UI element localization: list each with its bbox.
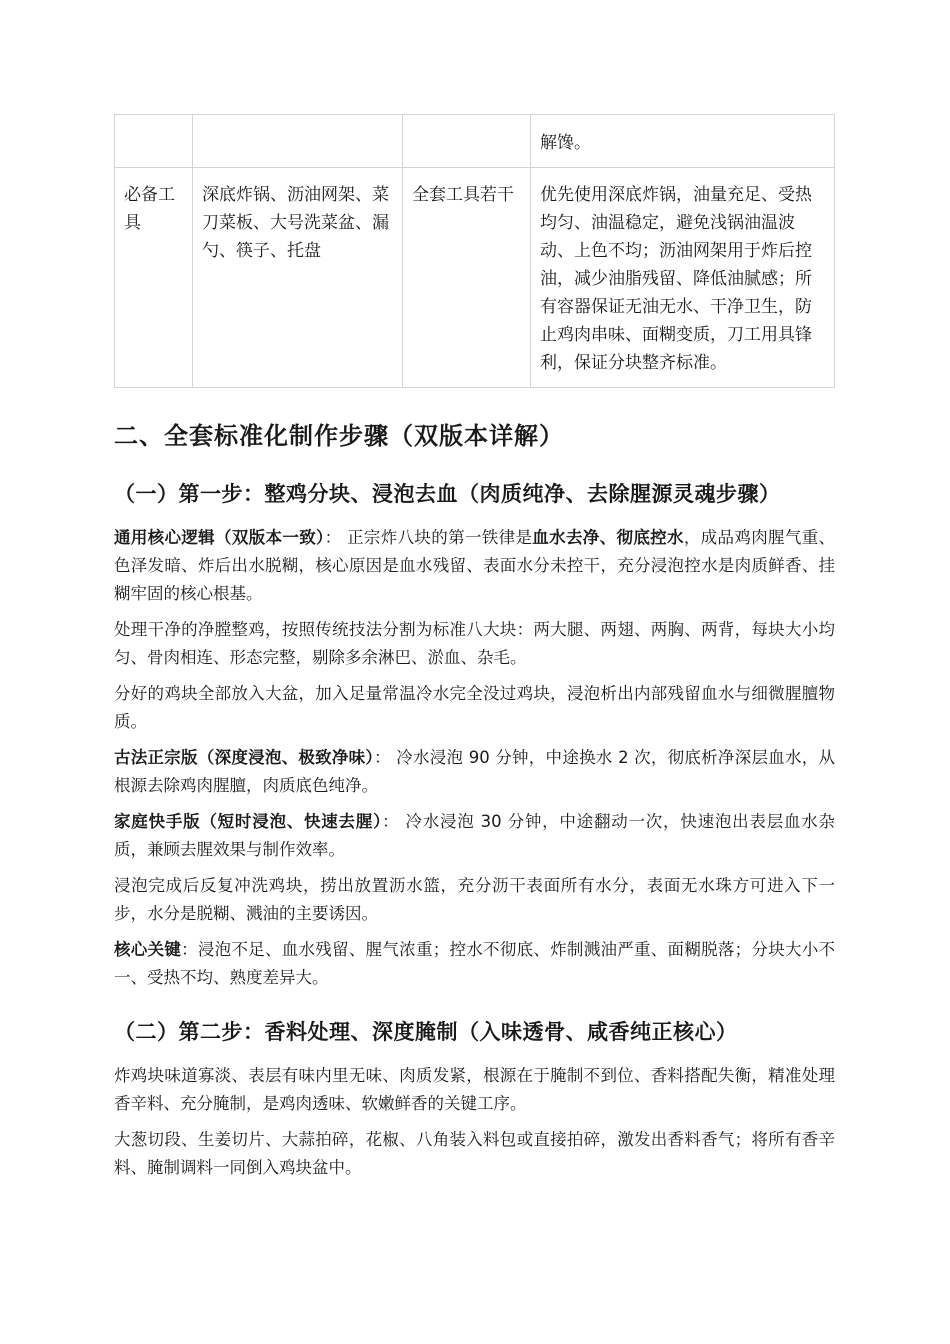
step2-heading: （二）第二步：香料处理、深度腌制（入味透骨、咸香纯正核心） — [114, 1020, 738, 1044]
label-separator: ： — [324, 528, 342, 547]
table-cell-quantity: 全套工具若干 — [403, 168, 531, 388]
paragraph: 浸泡完成后反复冲洗鸡块，捞出放置沥水篮，充分沥干表面所有水分，表面无水珠方可进入下一步，水分是脱糊、溅油的主要诱因。 — [114, 876, 835, 923]
paragraph — [114, 524, 835, 608]
paragraph-label: 古法正宗版（深度浸泡、极致净味） — [114, 748, 374, 767]
paragraph: 处理干净的净膛整鸡，按照传统技法分割为标准八大块：两大腿、两翅、两胸、两背，每块大小均匀、骨肉相连、形态完整，剔除多余淋巴、淤血、杂毛。 — [114, 620, 835, 667]
paragraph-label: 通用核心逻辑（双版本一致） — [114, 528, 325, 547]
paragraph-text: 正宗炸八块的第一铁律是 — [347, 528, 533, 547]
table-row — [115, 168, 835, 388]
emphasis-text: 血水去净、彻底控水 — [532, 528, 684, 547]
paragraph: 分好的鸡块全部放入大盆，加入足量常温冷水完全没过鸡块，浸泡析出内部残留血水与细微腥膻物质。 — [114, 684, 835, 731]
paragraph-text: 冷水浸泡 90 分钟，中途换水 2 次，彻底析净深层血水，从根源去除鸡肉腥膻，肉质底色纯净。 — [114, 748, 835, 795]
table-row — [115, 115, 835, 168]
section-heading: 二、全套标准化制作步骤（双版本详解） — [114, 422, 564, 450]
paragraph: 炸鸡块味道寡淡、表层有味内里无味、肉质发紧，根源在于腌制不到位、香料搭配失衡，精准处理香辛料、充分腌制，是鸡肉透味、软嫩鲜香的关键工序。 — [114, 1066, 835, 1113]
label-separator: ： — [181, 940, 198, 959]
table-cell: 解馋。 — [531, 115, 835, 168]
paragraph — [114, 744, 835, 800]
tools-table — [114, 114, 835, 388]
step1-heading: （一）第一步：整鸡分块、浸泡去血（肉质纯净、去除腥源灵魂步骤） — [114, 482, 781, 506]
table-cell — [193, 115, 403, 168]
paragraph: 大葱切段、生姜切片、大蒜拍碎，花椒、八角装入料包或直接拍碎，激发出香料香气；将所有香辛料、腌制调料一同倒入鸡块盆中。 — [114, 1130, 835, 1177]
table-cell-notes: 优先使用深底炸锅，油量充足、受热均匀、油温稳定，避免浅锅油温波动、上色不均；沥油网架用于炸后控油，减少油脂残留、降低油腻感；所有容器保证无油无水、干净卫生，防止鸡肉串味、面糊变质，刀工用具锋利，保证分块整齐标准。 — [531, 168, 835, 388]
paragraph — [114, 936, 835, 992]
table-cell-item-name: 必备工具 — [115, 168, 193, 388]
paragraph-text: 冷水浸泡 30 分钟，中途翻动一次，快速泡出表层血水杂质，兼顾去腥效果与制作效率。 — [114, 812, 836, 859]
paragraph — [114, 808, 835, 864]
table-cell — [115, 115, 193, 168]
label-separator: ： — [382, 812, 400, 831]
paragraph-label: 家庭快手版（短时浸泡、快速去腥） — [114, 812, 383, 831]
paragraph-label: 核心关键 — [114, 940, 182, 959]
table-cell — [403, 115, 531, 168]
paragraph-text: 浸泡不足、血水残留、腥气浓重；控水不彻底、炸制溅油严重、面糊脱落；分块大小不一、受热不均、熟度差异大。 — [114, 940, 836, 987]
table-cell-item-list: 深底炸锅、沥油网架、菜刀菜板、大号洗菜盆、漏勺、筷子、托盘 — [193, 168, 403, 388]
paragraph-text: ，成品鸡肉腥气重、色泽发暗、炸后出水脱糊，核心原因是血水残留、表面水分未控干，充分浸泡控水是肉质鲜香、挂糊牢固的核心根基。 — [114, 528, 836, 603]
label-separator: ： — [373, 748, 391, 767]
page-content — [114, 114, 835, 1182]
